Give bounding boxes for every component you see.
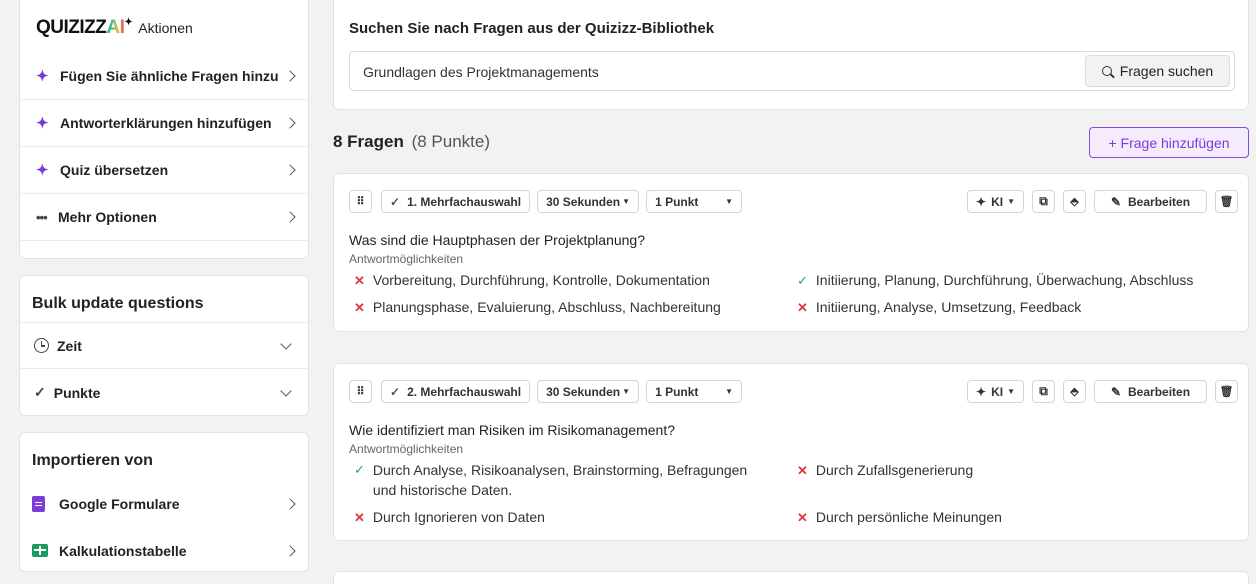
points-dropdown[interactable]: 1 Punkt ▼ bbox=[646, 380, 742, 403]
correct-icon: ✓ bbox=[354, 462, 365, 477]
search-questions-button[interactable]: Fragen suchen bbox=[1085, 55, 1230, 87]
sparkle-icon: ✦ bbox=[976, 194, 987, 209]
question-actions bbox=[967, 190, 1238, 213]
sparkle-icon: ✦ bbox=[976, 384, 987, 399]
answer-option: ✕ Planungsphase, Evaluierung, Abschluss, Nachbereitung bbox=[354, 299, 721, 315]
action-add-similar-questions[interactable]: ✦ Fügen Sie ähnliche Fragen hinzu bbox=[20, 53, 308, 100]
chevron-right-icon bbox=[284, 498, 295, 509]
drag-handle-icon[interactable]: ⠿ bbox=[349, 190, 372, 213]
pencil-icon: ✎ bbox=[1110, 384, 1122, 399]
wrong-icon: ✕ bbox=[797, 300, 808, 315]
answer-option: ✓ Durch Analyse, Risikoanalysen, Brainstorming, Befragungen und historische Daten. bbox=[354, 462, 748, 498]
library-search-field[interactable] bbox=[349, 51, 1235, 91]
import-title: Importieren von bbox=[32, 452, 153, 469]
answers-label: Antwortmöglichkeiten bbox=[349, 252, 464, 266]
chevron-down-icon bbox=[280, 385, 291, 396]
clock-icon bbox=[34, 338, 49, 353]
import-panel bbox=[19, 432, 309, 572]
wrong-icon: ✕ bbox=[354, 273, 365, 288]
answer-option: ✕ Vorbereitung, Durchführung, Kontrolle, Dokumentation bbox=[354, 272, 710, 288]
ellipsis-icon: ••• bbox=[36, 209, 47, 225]
answer-option: ✕ Durch Ignorieren von Daten bbox=[354, 509, 545, 525]
actions-header bbox=[36, 16, 193, 40]
time-dropdown[interactable]: 30 Sekunden ▼ bbox=[537, 380, 639, 403]
ai-dropdown[interactable]: ✦ KI ▼ bbox=[967, 380, 1024, 403]
wrong-icon: ✕ bbox=[354, 300, 365, 315]
chevron-down-icon bbox=[280, 338, 291, 349]
questions-count: 8 Fragen bbox=[333, 132, 404, 151]
answer-option: ✕ Durch persönliche Meinungen bbox=[797, 509, 1002, 525]
answers-label: Antwortmöglichkeiten bbox=[349, 442, 464, 456]
check-icon: ✓ bbox=[34, 384, 46, 400]
action-add-explanations[interactable]: ✦ Antworterklärungen hinzufügen bbox=[20, 100, 308, 147]
import-spreadsheet[interactable]: Kalkulationstabelle bbox=[20, 527, 308, 574]
wrong-icon: ✕ bbox=[797, 463, 808, 478]
time-dropdown[interactable]: 30 Sekunden ▼ bbox=[537, 190, 639, 213]
sparkle-icon: ✦ bbox=[36, 162, 49, 179]
question-card bbox=[333, 363, 1249, 541]
library-search-input[interactable]: Grundlagen des Projektmanagements bbox=[363, 64, 599, 80]
answer-option: ✕ Durch Zufallsgenerierung bbox=[797, 462, 974, 478]
ai-dropdown[interactable]: ✦ KI ▼ bbox=[967, 190, 1024, 213]
sparkle-icon: ✦ bbox=[36, 115, 49, 132]
question-text: Wie identifiziert man Risiken im Risikomanagement? bbox=[349, 422, 676, 438]
caret-down-icon: ▼ bbox=[1007, 387, 1015, 396]
chevron-right-icon bbox=[284, 545, 295, 556]
library-search-title: Suchen Sie nach Fragen aus der Quizizz-Bibliothek bbox=[349, 20, 715, 37]
chevron-right-icon bbox=[284, 164, 295, 175]
question-card bbox=[333, 571, 1249, 584]
actions-panel bbox=[19, 0, 309, 259]
google-forms-icon bbox=[32, 496, 45, 512]
bulk-time-item[interactable]: Zeit bbox=[20, 322, 308, 369]
wrong-icon: ✕ bbox=[354, 510, 365, 525]
chevron-right-icon bbox=[284, 211, 295, 222]
question-card bbox=[333, 173, 1249, 332]
edit-button[interactable]: ✎ Bearbeiten bbox=[1094, 380, 1207, 403]
action-more-options[interactable]: ••• Mehr Optionen bbox=[20, 194, 308, 241]
caret-down-icon: ▼ bbox=[622, 387, 631, 396]
caret-down-icon: ▼ bbox=[725, 197, 734, 206]
add-question-button[interactable]: + Frage hinzufügen bbox=[1089, 127, 1249, 158]
chevron-right-icon bbox=[284, 117, 295, 128]
wrong-icon: ✕ bbox=[797, 510, 808, 525]
caret-down-icon: ▼ bbox=[1007, 197, 1015, 206]
edit-button[interactable]: ✎ Bearbeiten bbox=[1094, 190, 1207, 213]
points-dropdown[interactable]: 1 Punkt ▼ bbox=[646, 190, 742, 213]
import-google-forms[interactable]: Google Formulare bbox=[20, 480, 308, 527]
question-toolbar bbox=[349, 380, 742, 403]
answer-option: ✕ Initiierung, Analyse, Umsetzung, Feedback bbox=[797, 299, 1082, 315]
question-type-pill[interactable]: ✓ 1. Mehrfachauswahl bbox=[381, 190, 530, 213]
correct-icon: ✓ bbox=[797, 273, 808, 288]
delete-icon[interactable]: 🗑 bbox=[1215, 380, 1238, 403]
duplicate-icon[interactable]: ⧉ bbox=[1032, 190, 1055, 213]
check-icon: ✓ bbox=[390, 194, 401, 209]
sparkle-icon: ✦ bbox=[36, 68, 49, 85]
tag-icon[interactable]: ⬘ bbox=[1063, 190, 1086, 213]
bulk-update-panel bbox=[19, 275, 309, 416]
delete-icon[interactable]: 🗑 bbox=[1215, 190, 1238, 213]
action-translate-quiz[interactable]: ✦ Quiz übersetzen bbox=[20, 147, 308, 194]
bulk-points-item[interactable]: ✓ Punkte bbox=[20, 369, 308, 416]
actions-title: Aktionen bbox=[138, 20, 193, 36]
chevron-right-icon bbox=[284, 70, 295, 81]
question-actions bbox=[967, 380, 1238, 403]
search-icon bbox=[1102, 66, 1112, 76]
pencil-icon: ✎ bbox=[1110, 194, 1122, 209]
spreadsheet-icon bbox=[32, 544, 48, 557]
caret-down-icon: ▼ bbox=[622, 197, 631, 206]
duplicate-icon[interactable]: ⧉ bbox=[1032, 380, 1055, 403]
question-text: Was sind die Hauptphasen der Projektplanung? bbox=[349, 232, 646, 248]
caret-down-icon: ▼ bbox=[725, 387, 734, 396]
tag-icon[interactable]: ⬘ bbox=[1063, 380, 1086, 403]
questions-points: (8 Punkte) bbox=[411, 132, 491, 151]
drag-handle-icon[interactable]: ⠿ bbox=[349, 380, 372, 403]
question-toolbar bbox=[349, 190, 742, 213]
library-search-card bbox=[333, 0, 1249, 110]
quizizz-logo: QUIZIZZAI✦ bbox=[36, 17, 133, 38]
answer-option: ✓ Initiierung, Planung, Durchführung, Überwachung, Abschluss bbox=[797, 272, 1194, 288]
questions-summary bbox=[333, 132, 490, 152]
check-icon: ✓ bbox=[390, 384, 401, 399]
bulk-update-title: Bulk update questions bbox=[32, 295, 204, 312]
question-type-pill[interactable]: ✓ 2. Mehrfachauswahl bbox=[381, 380, 530, 403]
